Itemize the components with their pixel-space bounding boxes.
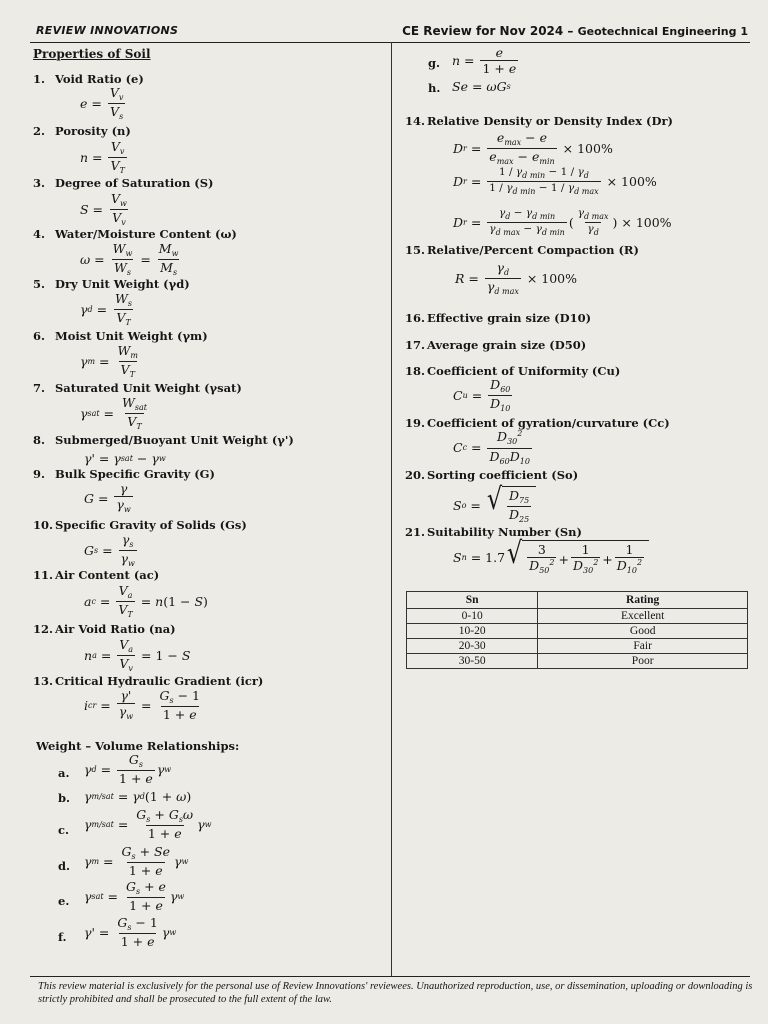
formula-specific-gravity-solids: G s = $\frac{\gamma_s}{\gamma_w}$	[84, 532, 135, 569]
item-air-void-ratio: 12. Air Void Ratio (na)	[33, 622, 176, 636]
item-buoyant-unit-weight: 8. Submerged/Buoyant Unit Weight (γ')	[33, 433, 294, 447]
formula-relative-density-2: D r = $\frac{1 / \gamma_{d min} - 1 / \gamma_d}{1 / \gamma_{d min} - 1 / \gamma_{d max}}$ × 100%	[453, 166, 657, 197]
item-critical-hydraulic-gradient: 13. Critical Hydraulic Gradient (icr)	[33, 674, 264, 688]
formula-wv-f: γ' = $\frac{G_s - 1}{1 + e}$ γ w	[84, 915, 177, 950]
formula-critical-hydraulic-gradient: i cr = $\frac{\gamma'}{\gamma_w}$ = $\frac{G_s - 1}{1 + e}$	[84, 688, 200, 723]
table-cell: Excellent	[538, 609, 748, 624]
item-degree-saturation: 3. Degree of Saturation (S)	[33, 176, 214, 190]
formula-buoyant-unit-weight: γ' = γ sat − γ w	[84, 451, 166, 466]
item-coefficient-curvature: 19. Coefficient of gyration/curvature (Cc)	[405, 416, 670, 430]
table-row	[407, 639, 748, 654]
formula-bulk-specific-gravity: G = $\frac{\gamma}{\gamma_w}$	[84, 481, 131, 515]
item-porosity: 2. Porosity (n)	[33, 124, 131, 138]
item-sorting-coefficient: 20. Sorting coefficient (So)	[405, 468, 579, 482]
formula-wv-e: γ sat = $\frac{G_s + e}{1 + e}$ γ w	[84, 879, 185, 914]
wv-letter-d: d.	[58, 859, 71, 873]
item-saturated-unit-weight: 7. Saturated Unit Weight (γsat)	[33, 381, 242, 395]
header-rule	[30, 42, 750, 43]
table-header: Sn	[407, 592, 538, 609]
wv-letter-a: a.	[58, 766, 70, 780]
item-coefficient-uniformity: 18. Coefficient of Uniformity (Cu)	[405, 364, 621, 378]
item-water-content: 4. Water/Moisture Content (ω)	[33, 227, 237, 241]
table-row	[407, 624, 748, 639]
formula-relative-density-3: D r = $\frac{\gamma_d - \gamma_{d min}}{\gamma_{d max} - \gamma_{d min}}$ ( $\frac{\gamma_{d max}}{\gamma_d}$ ) × 100%	[453, 207, 672, 238]
formula-wv-g: n = $\frac{e}{1 + e}$	[452, 45, 517, 77]
table-cell: Fair	[538, 639, 748, 654]
item-air-content: 11. Air Content (ac)	[33, 568, 160, 582]
formula-void-ratio: e = $\frac{V_v}{V_s}$	[80, 85, 124, 122]
formula-saturation: S = $\frac{V_w}{V_v}$	[80, 191, 127, 228]
wv-letter-h: h.	[428, 81, 441, 95]
table-cell: 0-10	[407, 609, 538, 624]
formula-wv-a: γ d = $\frac{G_s}{1 + e}$ γ w	[84, 752, 172, 787]
item-moist-unit-weight: 6. Moist Unit Weight (γm)	[33, 329, 208, 343]
item-specific-gravity-solids: 10. Specific Gravity of Solids (Gs)	[33, 518, 247, 532]
table-cell: 20-30	[407, 639, 538, 654]
formula-suitability-number: S n = 1.7 √ $\frac{3}{D_{50}^2}$ + $\frac{1}{D_{30}^2}$ + $\frac{1}{D_{10}^2}$	[453, 540, 649, 576]
formula-air-content: a c = $\frac{V_a}{V_T}$ = n (1 − S )	[84, 583, 208, 620]
formula-wv-d: γ m = $\frac{G_s + Se}{1 + e}$ γ w	[84, 844, 189, 879]
section-title: Properties of Soil	[33, 47, 151, 61]
wv-letter-c: c.	[58, 823, 70, 837]
formula-relative-density-1: D r = $\frac{e_{max} - e}{e_{max} - e_{min}}$ × 100%	[453, 130, 613, 167]
suitability-rating-table	[406, 591, 748, 669]
item-bulk-specific-gravity: 9. Bulk Specific Gravity (G)	[33, 467, 215, 481]
formula-coefficient-uniformity: C u = $\frac{D_{60}}{D_{10}}$	[453, 377, 511, 414]
formula-wv-c: γ m/sat = $\frac{G_s + G_s\omega}{1 + e}$ γ w	[84, 807, 212, 842]
table-row	[407, 654, 748, 669]
item-relative-compaction: 15. Relative/Percent Compaction (R)	[405, 243, 639, 257]
formula-coefficient-curvature: C c = $\frac{D_{30}^2}{D_{60}D_{10}}$	[453, 429, 530, 466]
footer-rule	[30, 976, 750, 977]
formula-porosity: n = $\frac{V_v}{V_T}$	[80, 139, 125, 176]
item-relative-density: 14. Relative Density or Density Index (Dr)	[405, 114, 673, 128]
item-effective-grain-size: 16. Effective grain size (D10)	[405, 311, 592, 325]
formula-air-void-ratio: n a = $\frac{V_a}{V_v}$ = 1 − S	[84, 637, 191, 674]
formula-wv-h: Se = ωG s	[452, 79, 511, 94]
course-title: CE Review for Nov 2024 –	[402, 24, 574, 38]
formula-dry-unit-weight: γ d = $\frac{W_s}{V_T}$	[80, 291, 132, 328]
copyright-notice: This review material is exclusively for the personal use of Review Innovations' reviewees. Unauthorized reproduction, use, or dissemination, uploading or downloading is strictly prohibited and shall be prosecuted to the full extent of the law.	[38, 981, 753, 1005]
formula-sorting-coefficient: S o = √ $\frac{D_{75}}{D_{25}}$	[453, 486, 536, 525]
brand-logo-text: REVIEW INNOVATIONS	[36, 24, 179, 37]
formula-saturated-unit-weight: γ sat = $\frac{W_{sat}}{V_T}$	[80, 395, 147, 432]
item-void-ratio: 1. Void Ratio (e)	[33, 72, 144, 86]
wv-letter-b: b.	[58, 791, 71, 805]
table-row	[407, 609, 748, 624]
wv-letter-e: e.	[58, 894, 70, 908]
table-cell: 10-20	[407, 624, 538, 639]
formula-relative-compaction: R = $\frac{\gamma_d}{\gamma_{d max}}$ × 100%	[455, 260, 578, 297]
table-header-row	[407, 592, 748, 609]
weight-volume-title: Weight – Volume Relationships:	[36, 739, 240, 753]
formula-wv-b: γ m/sat = γ d (1 + ω )	[84, 789, 192, 804]
item-average-grain-size: 17. Average grain size (D50)	[405, 338, 587, 352]
table-cell: Good	[538, 624, 748, 639]
item-suitability-number: 21. Suitability Number (Sn)	[405, 525, 582, 539]
page-header-title	[402, 24, 748, 38]
item-dry-unit-weight: 5. Dry Unit Weight (γd)	[33, 277, 190, 291]
wv-letter-f: f.	[58, 930, 67, 944]
wv-letter-g: g.	[428, 56, 441, 70]
formula-moist-unit-weight: γ m = $\frac{W_m}{V_T}$	[80, 343, 138, 380]
table-header: Rating	[538, 592, 748, 609]
table-cell: 30-50	[407, 654, 538, 669]
subject-title: Geotechnical Engineering 1	[577, 25, 748, 38]
formula-water-content: ω = $\frac{W_w}{W_s}$ = $\frac{M_w}{M_s}$	[80, 241, 179, 278]
table-cell: Poor	[538, 654, 748, 669]
column-divider	[391, 42, 392, 976]
